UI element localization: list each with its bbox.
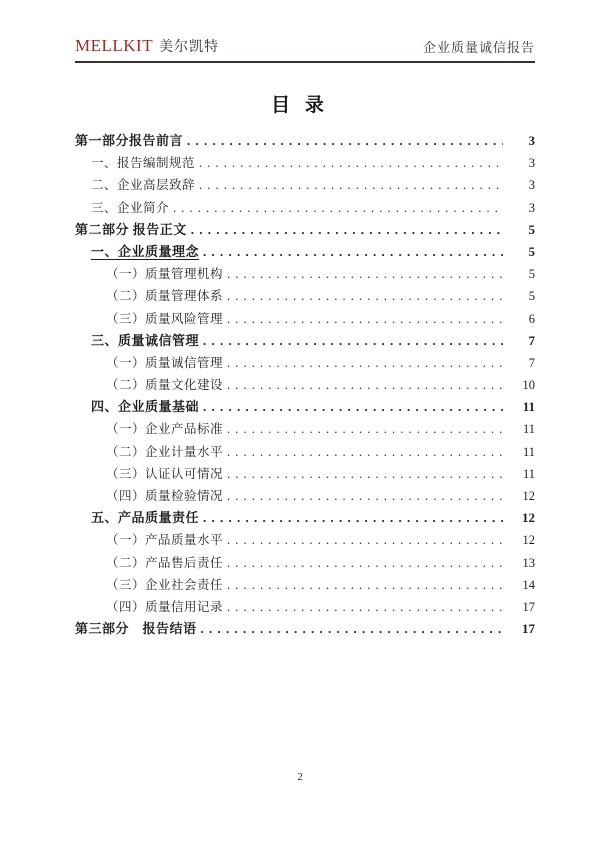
- toc-entry-page: 5: [528, 267, 535, 282]
- toc-entry: [75, 374, 535, 396]
- toc-entry-label: 第二部分 报告正文: [75, 221, 187, 237]
- toc-entry: [75, 485, 535, 507]
- toc-entry: [75, 463, 535, 485]
- toc-entry-page: 17: [522, 599, 535, 614]
- page-number: 2: [297, 771, 303, 783]
- toc-entry-label: （一）质量管理机构: [106, 267, 224, 282]
- toc-leader-dots: [227, 418, 503, 440]
- toc-leader-dots: [227, 552, 503, 574]
- toc-entry-label: （一）产品质量水平: [106, 533, 224, 548]
- toc-entry: [75, 263, 535, 285]
- toc-leader-dots: [201, 618, 503, 640]
- toc-entry-label: （二）企业计量水平: [106, 444, 224, 459]
- toc-entry-page: 6: [528, 311, 535, 326]
- toc-leader-dots: [199, 174, 503, 196]
- toc-entry: [75, 241, 535, 263]
- toc-leader-dots: [227, 285, 503, 307]
- toc-entry: [75, 285, 535, 307]
- toc-entry: [75, 308, 535, 330]
- toc-leader-dots: [227, 529, 503, 551]
- toc-entry-page: 5: [528, 221, 535, 237]
- brand: [75, 36, 219, 56]
- toc-leader-dots: [227, 352, 503, 374]
- toc-entry-label: （二）质量文化建设: [106, 378, 224, 393]
- toc-entry-page: 7: [528, 332, 535, 348]
- toc-leader-dots: [187, 130, 503, 152]
- toc-leader-dots: [199, 152, 503, 174]
- toc-leader-dots: [227, 463, 503, 485]
- toc-leader-dots: [227, 374, 503, 396]
- toc-entry-page: 14: [522, 577, 535, 592]
- toc-entry: [75, 219, 535, 241]
- toc-entry-label: 第一部分报告前言: [75, 133, 184, 148]
- toc-entry-label: （一）质量诚信管理: [106, 355, 224, 370]
- toc-entry: [75, 152, 535, 174]
- toc-entry-label: （四）质量检验情况: [106, 489, 224, 503]
- toc-entry: [75, 552, 535, 574]
- toc-leader-dots: [173, 197, 503, 219]
- page-footer: [0, 771, 600, 783]
- toc-title: 目 录: [271, 95, 329, 116]
- toc-entry-label: （二）产品售后责任: [106, 555, 224, 570]
- toc-entry: [75, 618, 535, 640]
- header-doc-title: 企业质量诚信报告: [422, 40, 535, 55]
- toc-entry-label: 一、企业质量理念: [91, 243, 200, 259]
- brand-name-cn: 美尔凯特: [159, 40, 220, 55]
- toc-entry: [75, 396, 535, 418]
- toc-entry-label: （二）质量管理体系: [106, 289, 224, 304]
- toc-entry-page: 12: [522, 510, 535, 526]
- toc-entry: [75, 352, 535, 374]
- toc-entry-page: 12: [522, 489, 535, 503]
- toc-entry: [75, 330, 535, 352]
- toc-entry-page: 11: [522, 466, 535, 481]
- page-header: [75, 36, 535, 63]
- toc-entry-page: 11: [522, 399, 535, 415]
- toc-leader-dots: [227, 485, 503, 507]
- toc-entry-label: （四）质量信用记录: [106, 599, 224, 614]
- toc-entry: [75, 174, 535, 196]
- toc-entry-label: 一、报告编制规范: [91, 156, 196, 171]
- toc-entry: [75, 130, 535, 152]
- toc-leader-dots: [227, 263, 503, 285]
- toc-entry-label: 三、质量诚信管理: [91, 332, 200, 348]
- toc-entry-page: 11: [522, 444, 535, 459]
- toc-entry-page: 3: [528, 156, 535, 171]
- toc-entry-page: 11: [522, 422, 535, 437]
- toc-entry-label: （三）企业社会责任: [106, 577, 224, 592]
- toc-entry: [75, 529, 535, 551]
- toc-leader-dots: [203, 241, 503, 263]
- toc-leader-dots: [227, 574, 503, 596]
- toc-leader-dots: [227, 596, 503, 618]
- toc-entry-label: 二、企业高层致辞: [91, 178, 196, 193]
- toc-leader-dots: [203, 396, 503, 418]
- toc-entry-page: 5: [528, 289, 535, 304]
- brand-logo-text: MELLKIT: [75, 36, 154, 55]
- toc-entry-label: （三）认证认可情况: [106, 466, 224, 481]
- toc-leader-dots: [203, 330, 503, 352]
- toc-entry-label: 四、企业质量基础: [91, 399, 200, 415]
- toc-entry-page: 3: [528, 178, 535, 193]
- toc-entry-label: 第三部分 报告结语: [75, 621, 197, 637]
- toc-entry-label: 三、企业简介: [91, 200, 170, 215]
- toc-entry-page: 3: [528, 200, 535, 215]
- toc-leader-dots: [203, 507, 503, 529]
- toc-entry: [75, 441, 535, 463]
- toc-entry: [75, 507, 535, 529]
- toc-entry-page: 12: [522, 533, 535, 548]
- toc-entry: [75, 574, 535, 596]
- toc-entry: [75, 596, 535, 618]
- toc-entry-page: 5: [528, 243, 535, 259]
- toc-entry: [75, 197, 535, 219]
- toc-entry-page: 7: [528, 355, 535, 370]
- toc-entry-label: （一）企业产品标准: [106, 422, 224, 437]
- toc-entry-page: 10: [522, 378, 535, 393]
- toc-entry: [75, 418, 535, 440]
- toc-entry-page: 17: [522, 621, 535, 637]
- toc-entry-label: （三）质量风险管理: [106, 311, 224, 326]
- toc-list: [75, 130, 535, 640]
- toc-entry-page: 3: [528, 133, 535, 148]
- toc-entry-page: 13: [522, 555, 535, 570]
- toc-entry-label: 五、产品质量责任: [91, 510, 200, 526]
- toc-leader-dots: [227, 441, 503, 463]
- toc-leader-dots: [227, 308, 503, 330]
- toc-leader-dots: [191, 219, 503, 241]
